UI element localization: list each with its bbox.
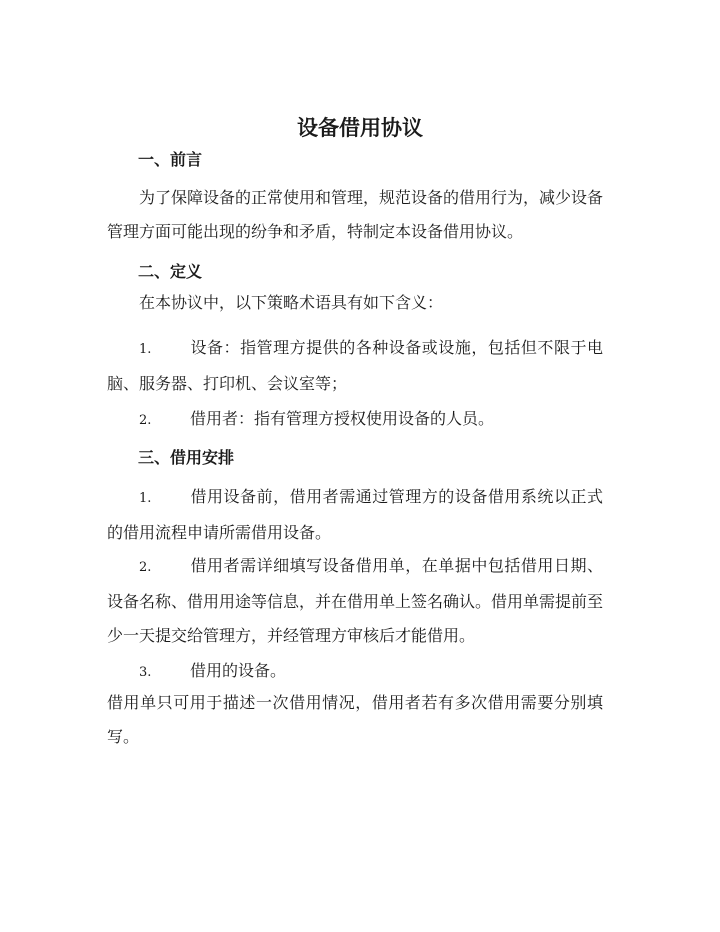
list-item: [107, 331, 603, 401]
section-heading-preface: 一、前言: [138, 150, 203, 169]
document-title: 设备借用协议: [297, 115, 423, 140]
list-item: [107, 480, 603, 550]
list-item: [107, 402, 603, 438]
list-item-number: 3.: [139, 665, 152, 680]
list-item-number: 2.: [139, 413, 152, 428]
list-item-text: 借用者：指有管理方授权使用设备的人员。: [190, 409, 495, 428]
preface-paragraph: 为了保障设备的正常使用和管理，规范设备的借用行为，减少设备管理方面可能出现的纷争和矛盾，特制定本设备借用协议。: [107, 188, 604, 241]
list-item-text: 设备：指管理方提供的各种设备或设施，包括但不限于电脑、服务器、打印机、会议室等；: [107, 338, 603, 393]
list-item-text: 借用的设备。: [190, 661, 287, 680]
list-item-text: 借用设备前，借用者需通过管理方的设备借用系统以正式的借用流程申请所需借用设备。: [107, 487, 603, 542]
definitions-intro: 在本协议中，以下策略术语具有如下含义：: [139, 293, 444, 312]
list-item: [107, 549, 603, 653]
arrangement-note: 借用单只可用于描述一次借用情况，借用者若有多次借用需要分别填写。: [107, 693, 603, 746]
list-item-number: 1.: [139, 342, 152, 357]
section-heading-arrangement: 三、借用安排: [138, 448, 235, 467]
list-item: [107, 654, 603, 690]
list-item-number: 1.: [139, 491, 152, 506]
list-item-text: 借用者需详细填写设备借用单，在单据中包括借用日期、设备名称、借用用途等信息，并在借用单上签名确认。借用单需提前至少一天提交给管理方，并经管理方审核后才能借用。: [107, 556, 604, 645]
section-heading-definitions: 二、定义: [138, 262, 203, 281]
list-item-number: 2.: [139, 560, 152, 575]
